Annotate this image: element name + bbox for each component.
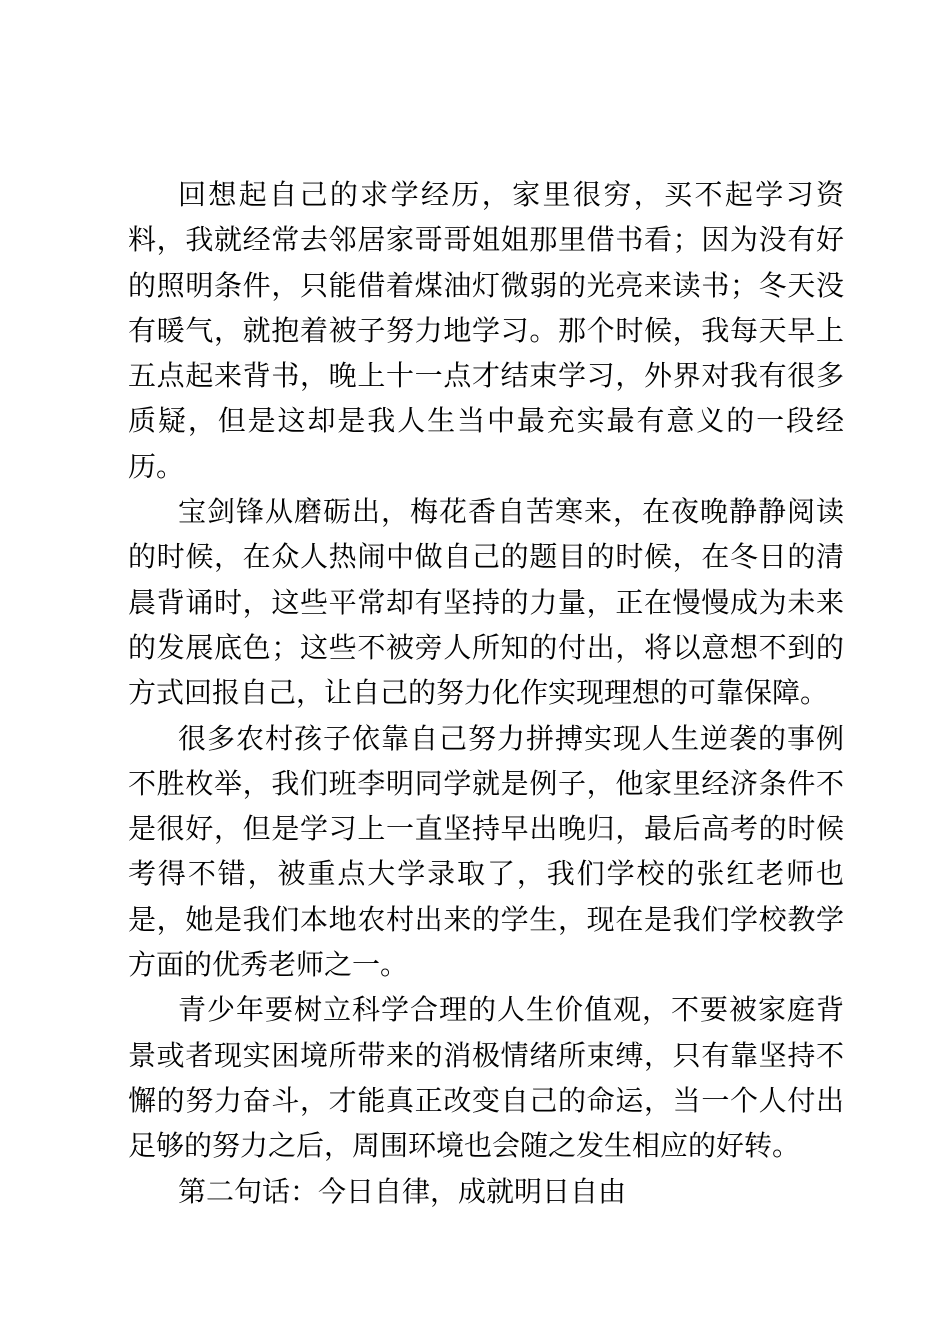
paragraph-study-experience: 回想起自己的求学经历，家里很穷，买不起学习资料，我就经常去邻居家哥哥姐姐那里借书看；因为没有好的照明条件，只能借着煤油灯微弱的光亮来读书；冬天没有暖气，就抱着被子努力地学习。那个时候，我每天早上五点起来背书，晚上十一点才结束学习，外界对我有很多质疑，但是这却是我人生当中最充实最有意义的一段经历。: [128, 178, 844, 483]
paragraph-rural-examples: 很多农村孩子依靠自己努力拼搏实现人生逆袭的事例不胜枚举，我们班李明同学就是例子，他家里经济条件不是很好，但是学习上一直坚持早出晚归，最后高考的时候考得不错，被重点大学录取了，我们学校的张红老师也是，她是我们本地农村出来的学生，现在是我们学校教学方面的优秀老师之一。: [128, 721, 844, 982]
paragraph-youth-values: 青少年要树立科学合理的人生价值观，不要被家庭背景或者现实困境所带来的消极情绪所束缚，只有靠坚持不懈的努力奋斗，才能真正改变自己的命运，当一个人付出足够的努力之后，周围环境也会随之发生相应的好转。: [128, 993, 844, 1163]
paragraph-sword-plum: 宝剑锋从磨砺出，梅花香自苦寒来，在夜晚静静阅读的时候，在众人热闹中做自己的题目的时候，在冬日的清晨背诵时，这些平常却有坚持的力量，正在慢慢成为未来的发展底色；这些不被旁人所知的付出，将以意想不到的方式回报自己，让自己的努力化作实现理想的可靠保障。: [128, 495, 844, 710]
section-heading-second-saying: 第二句话：今日自律，成就明日自由: [178, 1174, 627, 1208]
document-body: [128, 172, 844, 1214]
